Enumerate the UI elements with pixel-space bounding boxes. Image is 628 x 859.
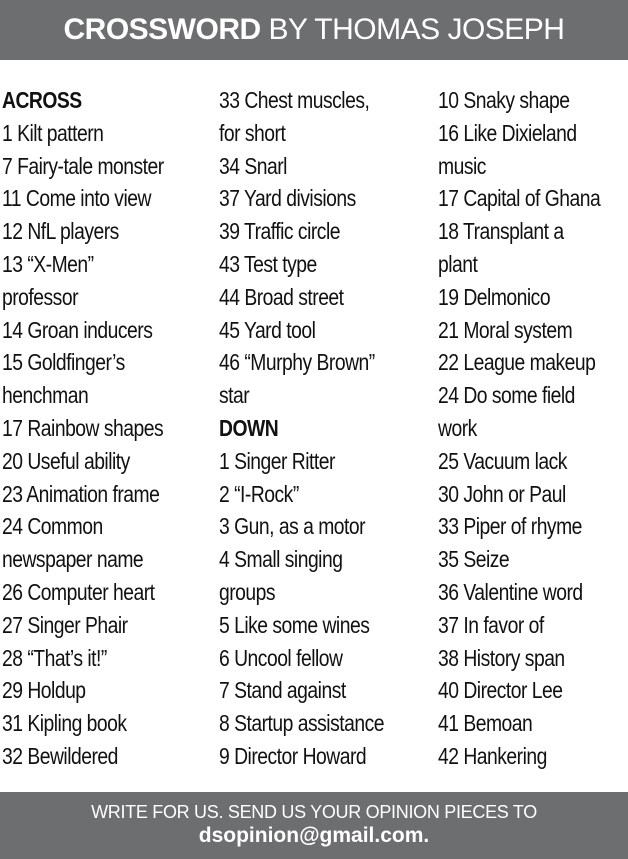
clue-line: 38 History span [438,644,565,671]
down-clue-list [219,445,384,773]
clue-line: newspaper name [2,546,144,573]
clue-line: 30 John or Paul [438,480,566,507]
clue-line: 11 Come into view [2,185,151,212]
clue-line: 24 Do some field [438,382,575,409]
clue-line: 28 “That’s it!” [2,644,107,671]
clue-line: 43 Test type [219,250,317,277]
clue-line: 41 Bemoan [438,710,533,737]
clue-line: 7 Stand against [219,677,346,704]
clue-line: 37 Yard divisions [219,185,356,212]
clue-line: 31 Kipling book [2,710,127,737]
clue-line: groups [219,578,276,605]
clue-line: 22 League makeup [438,349,596,376]
clue-line: 3 Gun, as a motor [219,513,366,540]
header-title-rest: BY THOMAS JOSEPH [260,13,565,46]
clues-column-3 [438,84,600,773]
clue-line: 26 Computer heart [2,578,155,605]
clue-line: 8 Startup assistance [219,710,384,737]
crossword-header [0,0,628,60]
clue-line: 16 Like Dixieland [438,119,577,146]
clue-line: plant [438,250,478,277]
clue-line: 35 Seize [438,546,510,573]
clue-line: 29 Holdup [2,677,86,704]
clue-line: 17 Capital of Ghana [438,185,601,212]
across-clue-list-continued [219,84,384,412]
clue-line: professor [2,283,79,310]
clue-line: 24 Common [2,513,103,540]
clue-line: 33 Chest muscles, [219,87,370,113]
clue-line: 7 Fairy-tale monster [2,152,164,179]
clue-line: 20 Useful ability [2,447,130,474]
clue-line: 21 Moral system [438,316,573,343]
footer-invite-text: WRITE FOR US. SEND US YOUR OPINION PIECES TO [91,802,537,822]
clue-line: 39 Traffic circle [219,218,340,245]
clue-line: 15 Goldfinger’s [2,349,125,376]
clue-line: 1 Kilt pattern [2,119,104,146]
clue-line: 45 Yard tool [219,316,316,343]
clue-line: 18 Transplant a [438,218,564,245]
clue-line: for short [219,119,286,146]
clue-line: 32 Bewildered [2,742,118,769]
clue-line: 19 Delmonico [438,283,551,310]
across-clue-list [2,117,164,773]
clue-line: 27 Singer Phair [2,611,128,638]
clue-line: 36 Valentine word [438,578,583,605]
header-title-bold: CROSSWORD [63,13,261,46]
clue-line: 5 Like some wines [219,611,370,638]
down-clue-list-continued [438,84,600,773]
clue-line: 40 Director Lee [438,677,563,704]
clue-line: 2 “I-Rock” [219,480,299,507]
clue-line: work [438,414,477,441]
clue-line: henchman [2,382,89,409]
clue-line: 1 Singer Ritter [219,447,335,474]
clue-line: 42 Hankering [438,742,547,769]
clue-line: 13 “X-Men” [2,250,94,277]
clues-column-2 [219,84,384,773]
clue-line: 6 Uncool fellow [219,644,343,671]
clue-line: 10 Snaky shape [438,87,570,113]
clue-line: 44 Broad street [219,283,344,310]
clue-line: 12 NfL players [2,218,119,245]
clue-line: 17 Rainbow shapes [2,414,164,441]
across-heading: ACROSS [2,87,82,113]
clue-line: 34 Snarl [219,152,287,179]
clues-column-1 [2,84,164,773]
clue-line: 14 Groan inducers [2,316,153,343]
clue-line: music [438,152,486,179]
clue-line: 23 Animation frame [2,480,160,507]
clue-line: 33 Piper of rhyme [438,513,582,540]
footer-email: dsopinion@gmail.com. [198,824,430,847]
clue-line: 25 Vacuum lack [438,447,567,474]
clue-line: 46 “Murphy Brown” [219,349,375,376]
footer-banner [0,792,628,859]
clue-line: 37 In favor of [438,611,544,638]
clue-line: 4 Small singing [219,546,343,573]
down-heading: DOWN [219,414,279,441]
clue-line: star [219,382,250,409]
clue-line: 9 Director Howard [219,742,367,769]
